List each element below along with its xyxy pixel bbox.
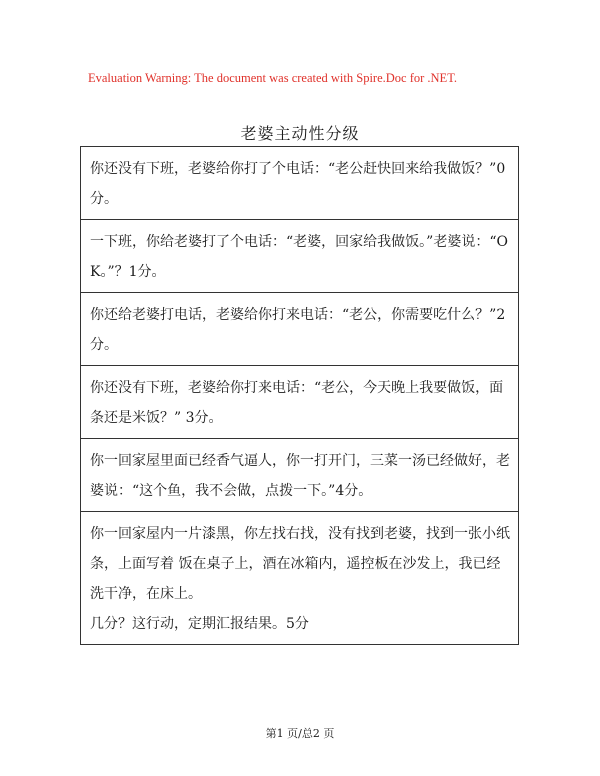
evaluation-warning: Evaluation Warning: The document was created with Spire.Doc for .NET. [88,71,458,85]
page-number-footer: 第1 页/总2 页 [265,727,335,740]
table-cell [81,366,519,439]
table-row [81,220,519,293]
document-title: 老婆主动性分级 [240,124,360,143]
table-row [81,366,519,439]
rating-table [80,146,519,645]
table-cell [81,293,519,366]
cell-text: 你一回家屋里面已经香气逼人，你一打开门，三菜一汤已经做好，老婆说：“这个鱼，我不会做，点拨一下。”4分。 [90,453,510,499]
table-row [81,147,519,220]
table-cell [81,147,519,220]
table-cell [81,439,519,512]
cell-text: 一下班，你给老婆打了个电话：“老婆，回家给我做饭。”老婆说：“OK。”？1分。 [90,234,508,280]
cell-text: 你一回家屋内一片漆黑，你左找右找，没有找到老婆，找到一张小纸条，上面写着 饭在桌子上，酒在冰箱内，遥控板在沙发上，我已经洗干净，在床上。 [90,526,510,602]
table-row [81,512,519,645]
table-cell [81,220,519,293]
table-row [81,439,519,512]
cell-text: 几分？这行动，定期汇报结果。5分 [90,616,309,632]
cell-text: 你还给老婆打电话，老婆给你打来电话：“老公，你需要吃什么？”2分。 [90,307,506,353]
cell-text: 你还没有下班，老婆给你打了个电话：“老公赶快回来给我做饭？”0分。 [90,161,506,207]
cell-text: 你还没有下班，老婆给你打来电话：“老公，今天晚上我要做饭，面条还是米饭？” 3分。 [90,380,504,426]
table-cell [81,512,519,645]
table-row [81,293,519,366]
